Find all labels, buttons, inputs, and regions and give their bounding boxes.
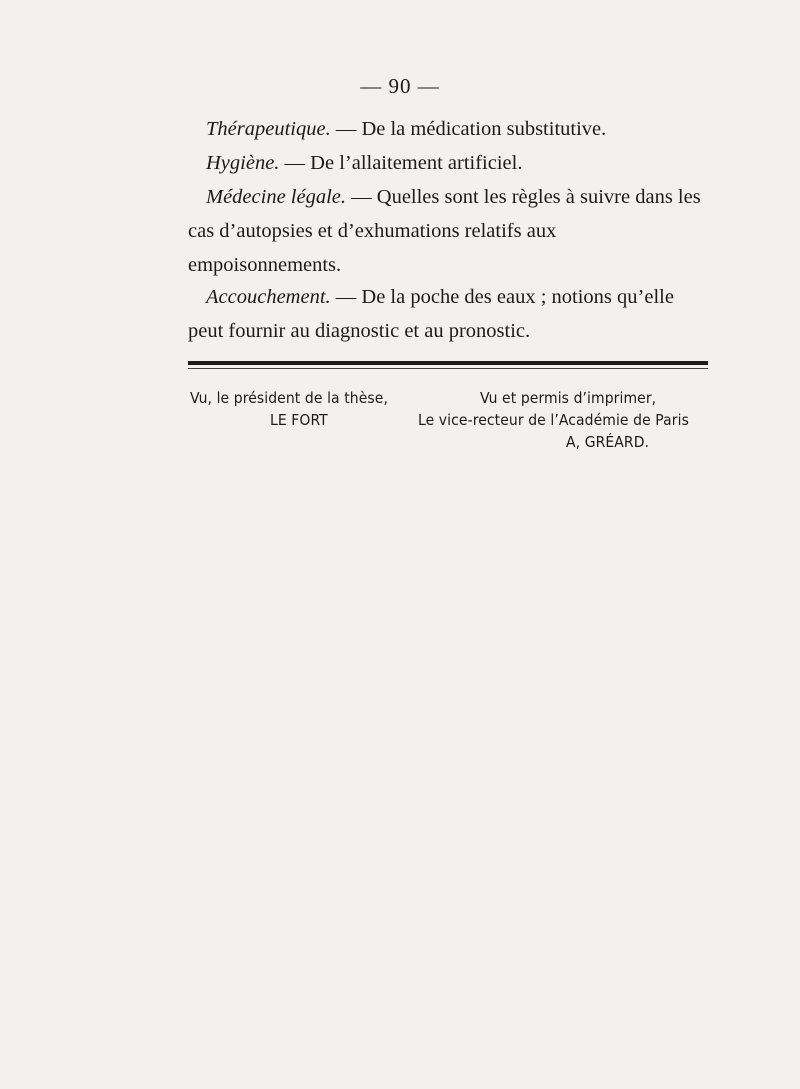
separator-rule-thick: [188, 361, 708, 365]
rubric-hygiene: Hygiène.: [206, 152, 280, 174]
separator-rule-thin: [188, 368, 708, 369]
rubric-medecine-legale: Médecine légale.: [206, 186, 347, 208]
page-number: — 90 —: [360, 74, 440, 98]
paragraph-accouchement: [188, 280, 708, 348]
signature-vice-recteur-name: A, GRÉARD.: [566, 433, 650, 451]
text-medecine-legale: — Quelles sont les règles à suivre dans les cas d’autopsies et d’exhumations relatifs aux empoisonnements.: [188, 186, 701, 276]
signature-vice-recteur-line1: Vu et permis d’imprimer,: [480, 389, 657, 407]
signature-president: [190, 387, 430, 431]
signature-president-name: LE FORT: [270, 411, 328, 429]
paragraph-hygiene: [188, 146, 708, 180]
rubric-therapeutique: Thérapeutique.: [206, 118, 331, 140]
text-accouchement: — De la poche des eaux ; notions qu’elle peut fournir au diagnostic et au pronostic.: [188, 286, 674, 342]
rubric-accouchement: Accouchement.: [206, 286, 331, 308]
text-therapeutique: — De la médication substitutive.: [330, 118, 607, 140]
signature-vice-recteur-line2: Le vice-recteur de l’Académie de Paris: [418, 411, 689, 429]
signature-president-line: Vu, le président de la thèse,: [190, 389, 388, 407]
paragraph-therapeutique: [188, 112, 708, 146]
paragraph-medecine-legale: [188, 180, 708, 282]
text-hygiene: — De l’allaitement artificiel.: [279, 152, 523, 174]
signature-vice-recteur: [418, 387, 718, 453]
